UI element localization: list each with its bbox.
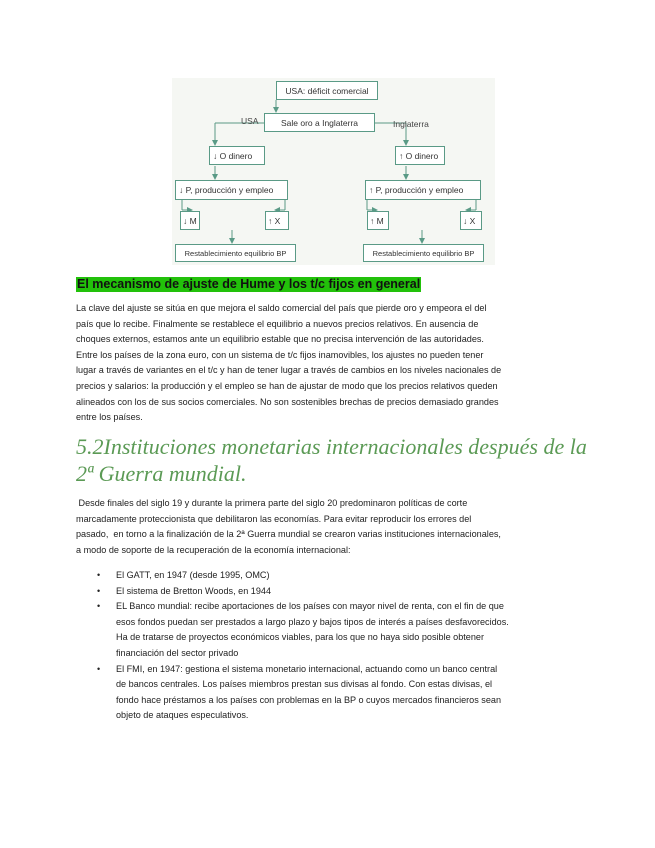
list-item-line: Ha de tratarse de proyectos económicos viables, para los que no haya sido posible obtener: [116, 632, 485, 643]
label-uk: Inglaterra: [393, 119, 429, 129]
text-line: precios y salarios: la producción y el empleo se han de ajustar de modo que los precios relativos queden: [76, 380, 498, 391]
label-usa: USA: [241, 116, 259, 126]
bullet-icon: •: [97, 570, 101, 580]
text-line: marcadamente proteccionista que debilitaron las economías. Para evitar reproducir los errores del: [76, 513, 472, 524]
bullet-icon: •: [97, 585, 101, 596]
diagram-connectors: [172, 78, 495, 265]
text-line: Entre los países de la zona euro, con un sistema de t/c fijos inamovibles, los ajustes no pueden tener: [76, 349, 484, 360]
list-item-line: EL Banco mundial: recibe aportaciones de los países con mayor nivel de renta, con el fin de que: [116, 601, 504, 612]
box-left-money: ↓ O dinero: [209, 146, 265, 165]
paragraph-hume-adjustment: [76, 301, 501, 426]
box-right-result: Restablecimiento equilibrio BP: [363, 244, 484, 262]
list-item: [76, 662, 576, 724]
box-right-prices: ↑ P, producción y empleo: [365, 180, 481, 200]
hume-mechanism-diagram: [172, 78, 495, 265]
list-item: [76, 584, 576, 600]
section-subtitle: El mecanismo de ajuste de Hume y los t/c fijos en general: [77, 277, 421, 291]
box-usa-deficit: USA: déficit comercial: [276, 81, 378, 100]
box-left-result: Restablecimiento equilibrio BP: [175, 244, 296, 262]
text-line: pasado, en torno a la finalización de la 2ª Guerra mundial se crearon varias instituciones internacionales,: [76, 529, 501, 540]
text-line: choques externos, estamos ante un equilibrio estable que no precisa intervención de las autoridades.: [76, 334, 484, 345]
text-line: lugar a través de variantes en el t/c y han de tener lugar a través de cambios en los niveles nacionales de: [76, 365, 502, 376]
box-right-money: ↑ O dinero: [395, 146, 445, 165]
text-line: alineados con los de sus socios comerciales. No son sostenibles brechas de precios demasiado grandes: [76, 396, 499, 407]
list-item-line: El FMI, en 1947: gestiona el sistema monetario internacional, actuando como un banco central: [116, 663, 498, 674]
box-right-imports: ↑ M: [367, 211, 389, 230]
box-gold-outflow: Sale oro a Inglaterra: [264, 113, 375, 132]
box-left-exports: ↑ X: [265, 211, 289, 230]
institutions-list: [76, 568, 576, 724]
box-right-exports: ↓ X: [460, 211, 482, 230]
list-item-line: financiación del sector privado: [116, 647, 239, 658]
list-item: [76, 599, 576, 661]
text-line: país que lo recibe. Finalmente se restablece el equilibrio a nuevos precios relativos. En ausencia de: [76, 318, 479, 329]
text-line: La clave del ajuste se sitúa en que mejora el saldo comercial del país que pierde oro y empeora el del: [76, 303, 487, 313]
list-item-line: objeto de ataques especulativos.: [116, 710, 249, 721]
bullet-icon: •: [97, 601, 101, 612]
box-left-prices: ↓ P, producción y empleo: [175, 180, 288, 200]
list-item-line: El sistema de Bretton Woods, en 1944: [116, 585, 272, 596]
bullet-icon: •: [97, 663, 101, 674]
list-item-line: esos fondos puedan ser prestados a largo plazo y bajos tipos de interés a países desfavorecidos.: [116, 616, 509, 627]
list-item-line: fondo hace préstamos a los países con problemas en la BP o cuyos mercados financieros sean: [116, 694, 502, 705]
paragraph-institutions-intro: [76, 496, 501, 558]
list-item: [76, 568, 576, 584]
text-line: entre los países.: [76, 412, 143, 423]
section-heading: 5.2Instituciones monetarias internacionales después de la 2ª Guerra mundial.: [76, 434, 587, 486]
list-item-line: de bancos centrales. Los países miembros prestan sus divisas al fondo. Con estas divisas, el: [116, 679, 493, 690]
text-line: a modo de soporte de la recuperación de la economía internacional:: [76, 544, 351, 555]
list-item-line: El GATT, en 1947 (desde 1995, OMC): [116, 570, 270, 580]
text-line: Desde finales del siglo 19 y durante la primera parte del siglo 20 predominaron políticas de corte: [76, 498, 468, 508]
box-left-imports: ↓ M: [180, 211, 200, 230]
